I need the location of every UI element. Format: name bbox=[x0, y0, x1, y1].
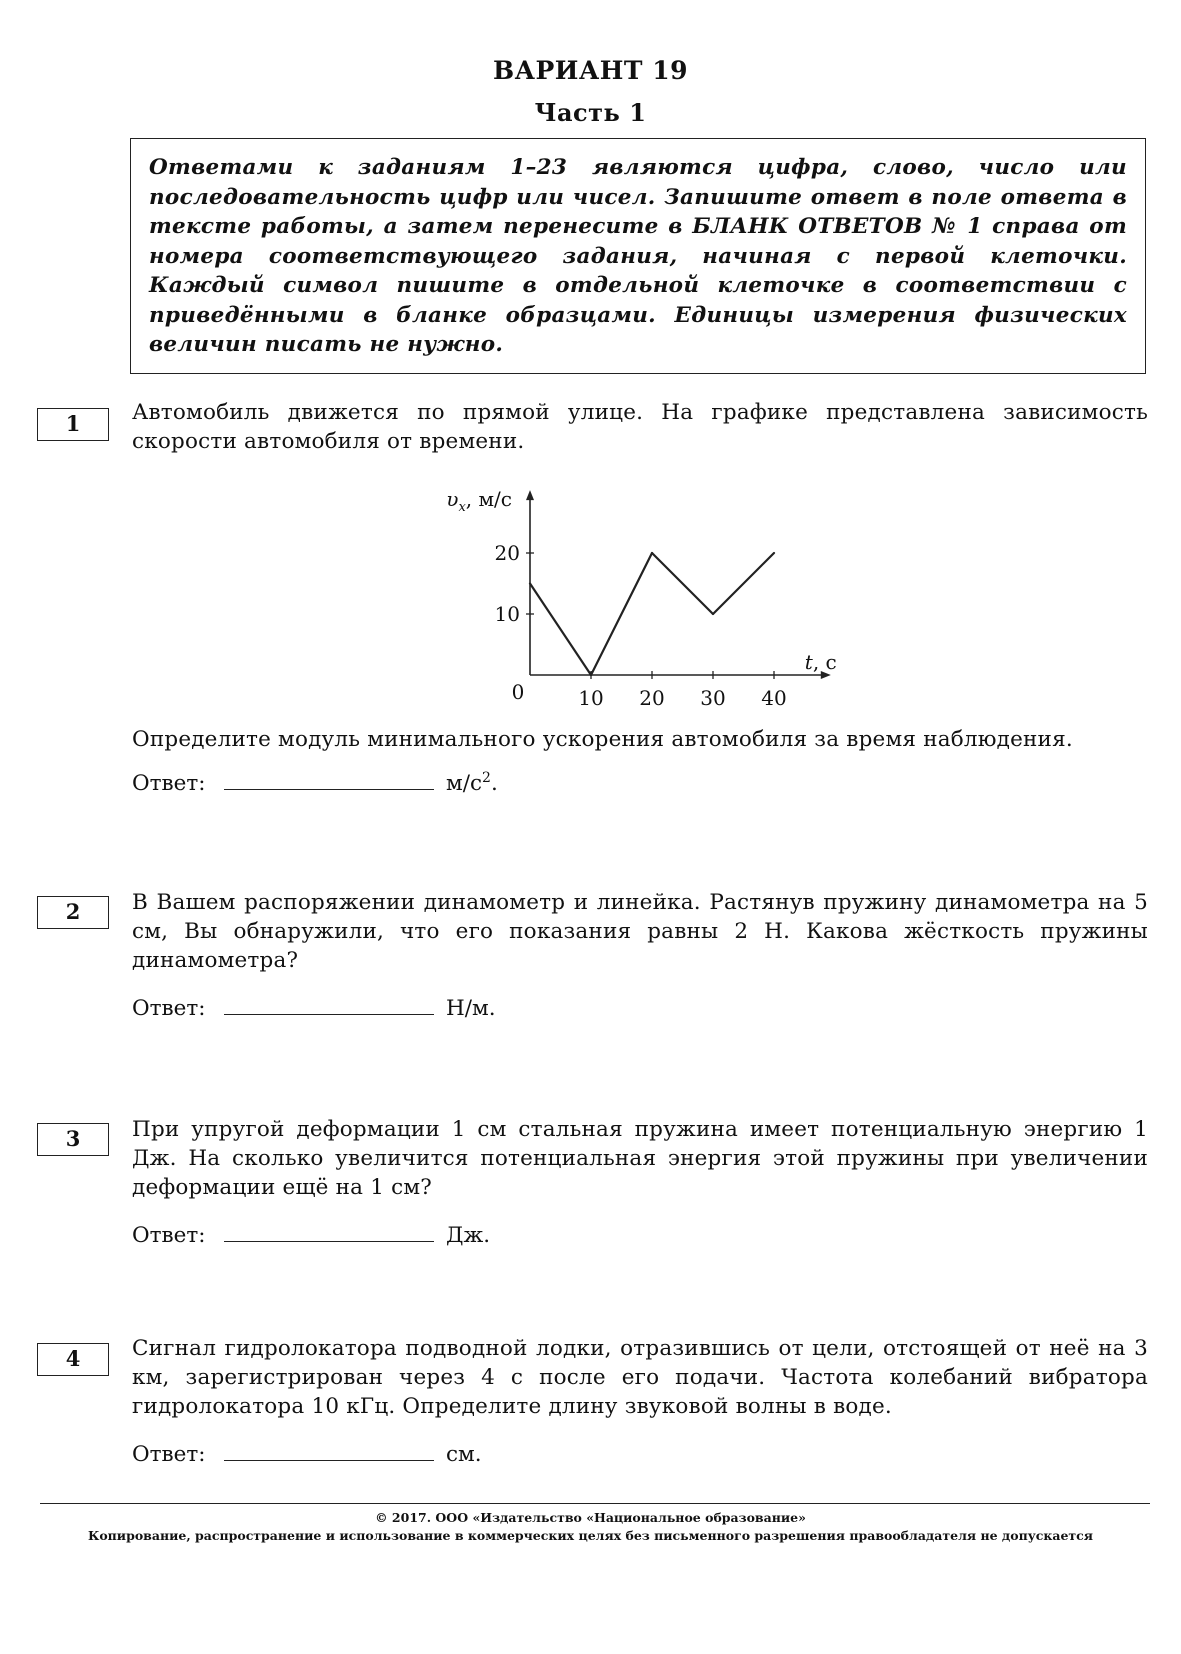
x-tick-label: 30 bbox=[700, 686, 726, 710]
answer-row-2 bbox=[132, 996, 496, 1021]
task-number-box-3: 3 bbox=[37, 1123, 109, 1156]
answer-row-1 bbox=[132, 770, 498, 796]
origin-label: 0 bbox=[511, 680, 525, 704]
footer-divider bbox=[40, 1503, 1150, 1504]
footer-copyright: © 2017. ООО «Издательство «Национальное образование» bbox=[375, 1510, 806, 1525]
task-number-box-2: 2 bbox=[37, 896, 109, 929]
y-axis-arrow bbox=[526, 490, 534, 500]
answer-field-3[interactable] bbox=[224, 1223, 434, 1242]
task-question-1: Определите модуль минимального ускорения автомобиля за время наблюдения. bbox=[132, 727, 1073, 752]
answer-label: Ответ: bbox=[132, 1223, 206, 1248]
part-title: Часть 1 bbox=[534, 98, 647, 127]
x-tick-label: 10 bbox=[578, 686, 604, 710]
velocity-time-chart bbox=[400, 470, 860, 710]
y-tick-label: 20 bbox=[494, 541, 520, 565]
answer-unit-3: Дж. bbox=[446, 1223, 491, 1248]
task-number-box-1: 1 bbox=[37, 408, 109, 441]
answer-unit-2: Н/м. bbox=[446, 996, 496, 1021]
answer-field-4[interactable] bbox=[224, 1442, 434, 1461]
answer-label: Ответ: bbox=[132, 1442, 206, 1467]
answer-label: Ответ: bbox=[132, 771, 206, 797]
velocity-segment-1 bbox=[530, 584, 591, 676]
footer-notice: Копирование, распространение и использование в коммерческих целях без письменного разрешения правообладателя не допускается bbox=[87, 1528, 1094, 1543]
velocity-segment-2 bbox=[591, 553, 652, 675]
instruction-text: Ответами к заданиям 1–23 являются цифра, слово, число или последовательность цифр или чисел. Запишите ответ в поле ответа в тексте работы, а затем перенесите в БЛАНК ОТВЕТОВ № 1 справа от номера соответствующего задания, начиная с первой клеточки. Каждый символ пишите в отдельной клеточке в соответствии с приведёнными в бланке образцами. Единицы измерения физических величин писать не нужно. bbox=[149, 155, 1127, 357]
task-text-2: В Вашем распоряжении динамометр и линейка. Растянув пружину динамометра на 5 см, Вы обнаружили, что его показания равны 2 Н. Какова жёсткость пружины динамометра? bbox=[132, 890, 1148, 973]
task-number-box-4: 4 bbox=[37, 1343, 109, 1376]
variant-title: ВАРИАНТ 19 bbox=[493, 56, 688, 85]
answer-unit-4: см. bbox=[446, 1442, 482, 1467]
y-tick-label: 10 bbox=[494, 602, 520, 626]
answer-field-1[interactable] bbox=[224, 771, 434, 790]
task-text-1: Автомобиль движется по прямой улице. На графике представлена зависимость скорости автомобиля от времени. bbox=[132, 400, 1148, 454]
y-axis-label: $\upsilon_x$, м/с bbox=[446, 487, 512, 516]
velocity-segment-3 bbox=[652, 553, 713, 614]
answer-field-2[interactable] bbox=[224, 996, 434, 1015]
answer-label: Ответ: bbox=[132, 996, 206, 1021]
answer-row-3 bbox=[132, 1223, 490, 1248]
velocity-segment-4 bbox=[713, 553, 774, 614]
answer-row-4 bbox=[132, 1442, 482, 1467]
task-text-3: При упругой деформации 1 см стальная пружина имеет потенциальную энергию 1 Дж. На сколько увеличится потенциальная энергия этой пружины при увеличении деформации ещё на 1 см? bbox=[132, 1117, 1148, 1200]
task-text-4: Сигнал гидролокатора подводной лодки, отразившись от цели, отстоящей от неё на 3 км, зарегистрирован через 4 с после его подачи. Частота колебаний вибратора гидролокатора 10 кГц. Определите длину звуковой волны в воде. bbox=[132, 1336, 1148, 1419]
x-axis-label: t, с bbox=[804, 650, 837, 674]
instruction-box bbox=[130, 138, 1146, 374]
answer-unit-1: $м/с^2$. bbox=[446, 770, 498, 797]
x-tick-label: 40 bbox=[761, 686, 787, 710]
x-tick-label: 20 bbox=[639, 686, 665, 710]
